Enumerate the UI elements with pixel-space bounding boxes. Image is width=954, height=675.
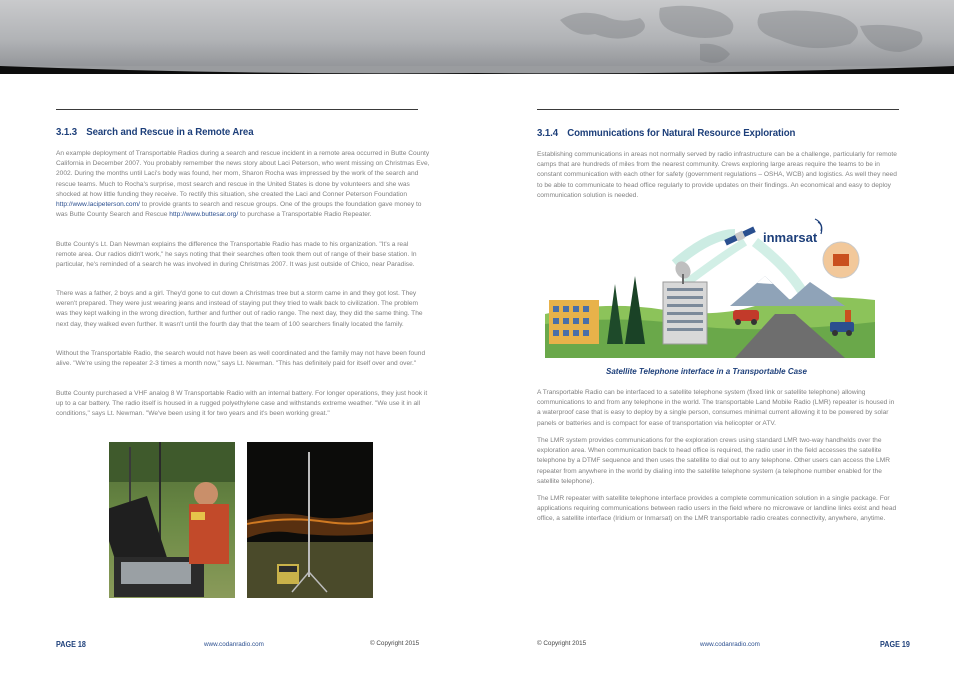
- night-antenna-photo: [247, 442, 373, 598]
- right-paragraph-4: The LMR repeater with satellite telephone interface provides a complete communication solution in a single package. For applications requiring communications between radio users in the field where no microwave or landline links exist and head office, a satellite interface (Iridium or Inmarsat) on the LMR transportable radio creates connectivity, anywhere, anytime.: [537, 495, 897, 523]
- inmarsat-logo-text: inmarsat: [763, 230, 818, 245]
- right-page-number: PAGE 19: [880, 640, 910, 649]
- right-heading-title: Communications for Natural Resource Exploration: [567, 127, 796, 139]
- laci-peterson-link[interactable]: http://www.lacipeterson.com/: [56, 201, 140, 209]
- right-section-heading: [537, 127, 795, 139]
- right-footer-url[interactable]: www.codanradio.com: [700, 641, 760, 648]
- left-footer-url[interactable]: www.codanradio.com: [204, 641, 264, 648]
- illustration-caption: Satellite Telephone interface in a Transportable Case: [606, 367, 807, 376]
- right-paragraph-1: Establishing communications in areas not normally served by radio infrastructure can be a challenge, particularly for remote camps that are hundreds of miles from the nearest community. Crews exploring large areas require the teams to be in constant communication with each other for safety (government regulations – OSHA, WCB) and logistics. As well they need to be able to communicate to head office regularly to provide updates on their findings. An economical and easy to deploy communication solution is needed.: [537, 151, 897, 199]
- left-paragraph-5: Butte County purchased a VHF analog 8 W Transportable Radio with an internal battery. For longer operations, they just hook it up to a car battery. The radio itself is housed in a rugged polyethylene case and withstands extreme weather. "We use it in all conditions," says Lt. Newman. "We've been using it for two years and it's been working great.": [56, 390, 428, 418]
- left-heading-number: 3.1.3: [56, 126, 78, 138]
- right-heading-number: 3.1.4: [537, 127, 559, 139]
- rescuer-photo: [109, 442, 235, 598]
- left-footer-copyright: © Copyright 2015: [370, 640, 420, 647]
- right-paragraph-3: The LMR system provides communications for the exploration crews using standard LMR two-way handhelds over the exploration area. When communication back to head office is required, the radio user in the field accesses the satellite telephone by a DTMF sequence and then uses the satellite to dial out to any telephone. Other users can access the LMR repeater from anywhere in the world by dialing into the satellite telephone system (a telephone number enabled for the satellite telephone).: [537, 437, 890, 485]
- satellite-illustration: [545, 214, 875, 358]
- left-p1-text-b: to provide grants to search and rescue groups. One of the groups the foundation gave money to was Butte County Search and Rescue: [56, 201, 422, 219]
- left-heading-title: Search and Rescue in a Remote Area: [86, 126, 254, 138]
- left-section-heading: [56, 126, 253, 138]
- left-p1-text-c: to purchase a Transportable Radio Repeater.: [240, 211, 372, 219]
- right-footer-copyright: © Copyright 2015: [537, 640, 587, 647]
- right-paragraph-2: A Transportable Radio can be interfaced to a satellite telephone system (fixed link or satellite telephone) allowing communications to and from any telephone in the world. The transportable Land Mobile Radio (LMR) repeater is housed in a waterproof case that is easy to deploy by a single person, consumes minimal current allowing it to be powered by solar panels or batteries and is compact for ease of transportation via helicopter or ATV.: [537, 389, 895, 427]
- left-paragraph-3: There was a father, 2 boys and a girl. They'd gone to cut down a Christmas tree but a storm came in and they got lost. They weren't prepared. They were just wearing jeans and instead of staying put they tried to walk back to civilization. The problem was they kept walking in the wrong direction, further and further out of radio range. The next day, they did the same thing. The next day, they walked even further. It wasn't until the fourth day that the team of 100 searchers finally located the family.: [56, 290, 423, 328]
- buttesar-link[interactable]: http://www.buttesar.org/: [169, 211, 239, 219]
- left-p1-text-a: An example deployment of Transportable Radios during a search and rescue incident in a remote area occurred in Butte County California in December 2007. You probably remember the news story about Laci Peterson, who went missing on Christmas Eve, 2002. During the months until Laci's body was found, her mom, Sharon Rocha was impressed by the work of the search and rescue teams. Much to Rocha's surprise, most search and rescue in the United States is done by volunteers and she was shocked at how little funding they receive. To rectify this situation, she created the Laci and Conner Peterson Foundation: [56, 150, 430, 198]
- left-paragraph-2: Butte County's Lt. Dan Newman explains the difference the Transportable Radio has made to his organization. "It's a real remote area. Our radios didn't work," he says noting that their searches often took them out of range of their base station. In particular, he's reminded of a search he was involved in during Christmas 2007. It was just outside of Chico, near Paradise.: [56, 241, 417, 269]
- left-section-rule: [56, 109, 418, 110]
- header-band: [0, 0, 954, 72]
- header-black-stripe: [0, 66, 954, 74]
- left-paragraph-4: Without the Transportable Radio, the search would not have been as well coordinated and the family may not have been found alive. "We're using the repeater 2-3 times a month now," says Lt. Newman. "This has definitely paid for itself over and over.": [56, 350, 426, 368]
- right-section-rule: [537, 109, 899, 110]
- world-map-graphic: [0, 0, 954, 72]
- left-paragraph-1: [56, 149, 430, 220]
- left-page-number: PAGE 18: [56, 640, 86, 649]
